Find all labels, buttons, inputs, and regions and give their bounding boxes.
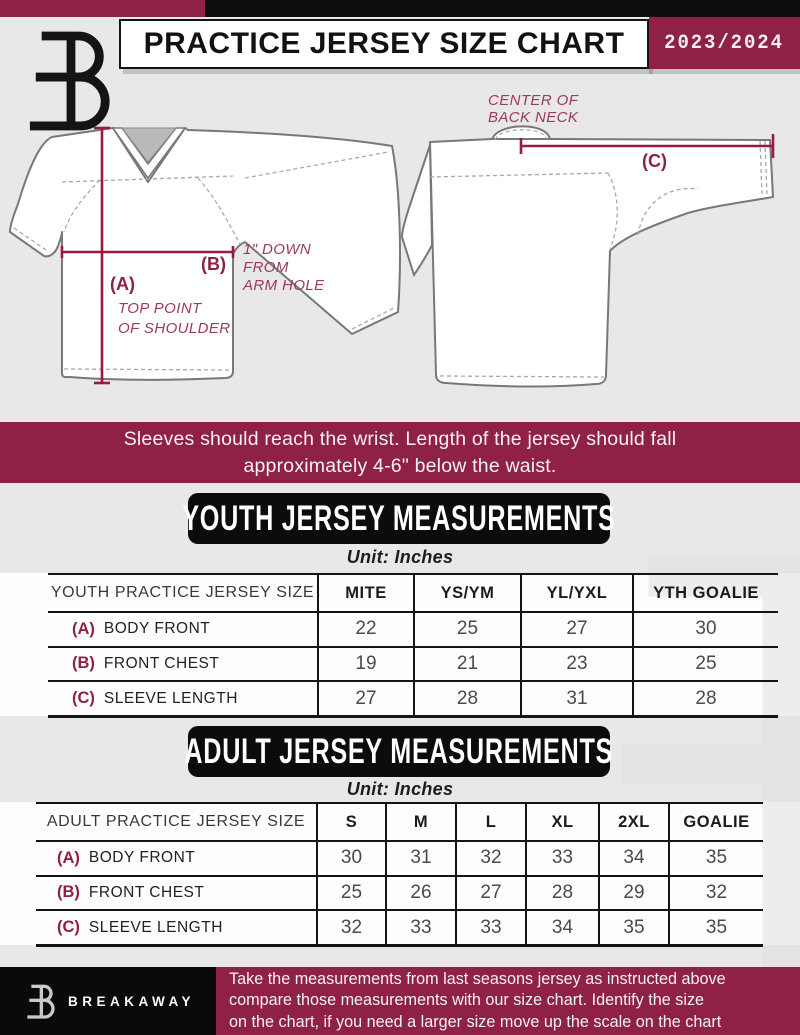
youth-section-banner <box>182 494 616 543</box>
table-cell: 27 <box>455 875 525 910</box>
table-cell: 32 <box>455 840 525 875</box>
back-left-sleeve <box>402 145 432 275</box>
caption-b-line3: ARM HOLE <box>243 277 325 294</box>
table-cell: 34 <box>525 909 598 944</box>
table-cell: 28 <box>413 680 520 715</box>
table-cell: 33 <box>525 840 598 875</box>
adult-col-header: L <box>455 804 525 840</box>
caption-b-line2: FROM <box>243 259 289 276</box>
adult-col-header: ADULT PRACTICE JERSEY SIZE <box>46 813 306 830</box>
adult-col-header: S <box>316 804 385 840</box>
table-cell: 35 <box>668 909 763 944</box>
youth-col-header: YOUTH PRACTICE JERSEY SIZE <box>50 584 315 601</box>
adult-col-header: 2XL <box>598 804 668 840</box>
caption-a-line1: TOP POINT <box>118 300 202 317</box>
table-cell: 28 <box>525 875 598 910</box>
table-cell: 34 <box>598 840 668 875</box>
table-cell: 33 <box>455 909 525 944</box>
table-cell: 31 <box>520 680 632 715</box>
youth-col-header: YL/YXL <box>520 575 632 611</box>
youth-col-header: YS/YM <box>413 575 520 611</box>
season-label: 2023/2024 <box>664 31 785 55</box>
fit-notice-line1: Sleeves should reach the wrist. Length of the jersey should fall <box>123 427 677 450</box>
table-cell: 28 <box>632 680 778 715</box>
season-badge <box>649 17 800 69</box>
adult-row-label: (C) SLEEVE LENGTH <box>36 909 316 944</box>
caption-b-line1: 1" DOWN <box>243 241 312 258</box>
fit-notice-banner <box>0 422 800 483</box>
breakaway-b-logo-small-icon <box>26 982 56 1020</box>
caption-c-line2: BACK NECK <box>488 109 579 126</box>
youth-col-header: YTH GOALIE <box>632 575 778 611</box>
caption-c-line1: CENTER OF <box>488 92 579 109</box>
label-b: (B) <box>201 254 226 274</box>
footer-note-line1: Take the measurements from last seasons jersey as instructed above <box>229 969 726 988</box>
youth-unit-label: Unit: Inches <box>346 547 454 567</box>
table-cell: 35 <box>598 909 668 944</box>
back-jersey-diagram <box>398 85 800 421</box>
footer-instructions <box>216 967 800 1035</box>
adult-section-banner <box>184 727 614 776</box>
breakaway-b-logo-icon <box>26 24 114 134</box>
page-title-box <box>119 19 649 69</box>
youth-row-label: (A) BODY FRONT <box>48 611 317 646</box>
table-cell: 27 <box>520 611 632 646</box>
table-cell: 21 <box>413 646 520 681</box>
table-cell: 33 <box>385 909 455 944</box>
table-cell: 19 <box>317 646 413 681</box>
table-cell: 35 <box>668 840 763 875</box>
front-jersey-diagram <box>0 86 424 422</box>
adult-col-header: M <box>385 804 455 840</box>
youth-row-label: (C) SLEEVE LENGTH <box>48 680 317 715</box>
label-a: (A) <box>110 274 135 294</box>
table-cell: 32 <box>316 909 385 944</box>
adult-row-label: (A) BODY FRONT <box>36 840 316 875</box>
adult-unit-label: Unit: Inches <box>346 779 454 799</box>
adult-col-header: GOALIE <box>668 804 763 840</box>
table-cell: 30 <box>632 611 778 646</box>
table-cell: 31 <box>385 840 455 875</box>
adult-col-header: XL <box>525 804 598 840</box>
table-cell: 25 <box>632 646 778 681</box>
table-cell: 22 <box>317 611 413 646</box>
label-c: (C) <box>642 151 667 171</box>
footer-note-line3: on the chart, if you need a larger size move up the scale on the chart <box>229 1012 722 1031</box>
table-cell: 25 <box>316 875 385 910</box>
adult-row-label: (B) FRONT CHEST <box>36 875 316 910</box>
table-cell: 25 <box>413 611 520 646</box>
adult-size-table <box>36 802 763 947</box>
table-cell: 32 <box>668 875 763 910</box>
youth-section-title: YOUTH JERSEY MEASUREMENTS <box>182 498 616 538</box>
brand-name: BREAKAWAY <box>68 993 196 1009</box>
top-stripe-black <box>205 0 800 17</box>
table-cell: 30 <box>316 840 385 875</box>
page-title: PRACTICE JERSEY SIZE CHART <box>143 27 625 60</box>
youth-col-header: MITE <box>317 575 413 611</box>
footer-note-line2: compare those measurements with our size chart. Identify the size <box>229 991 705 1010</box>
table-cell: 29 <box>598 875 668 910</box>
table-cell: 26 <box>385 875 455 910</box>
youth-size-table <box>48 573 778 718</box>
youth-row-label: (B) FRONT CHEST <box>48 646 317 681</box>
caption-a-line2: OF SHOULDER <box>118 320 231 337</box>
footer-brand-box <box>0 967 216 1035</box>
top-stripe-maroon <box>0 0 205 17</box>
fit-notice-line2: approximately 4-6" below the waist. <box>243 454 557 477</box>
table-cell: 27 <box>317 680 413 715</box>
adult-section-title: ADULT JERSEY MEASUREMENTS <box>184 731 614 771</box>
table-cell: 23 <box>520 646 632 681</box>
